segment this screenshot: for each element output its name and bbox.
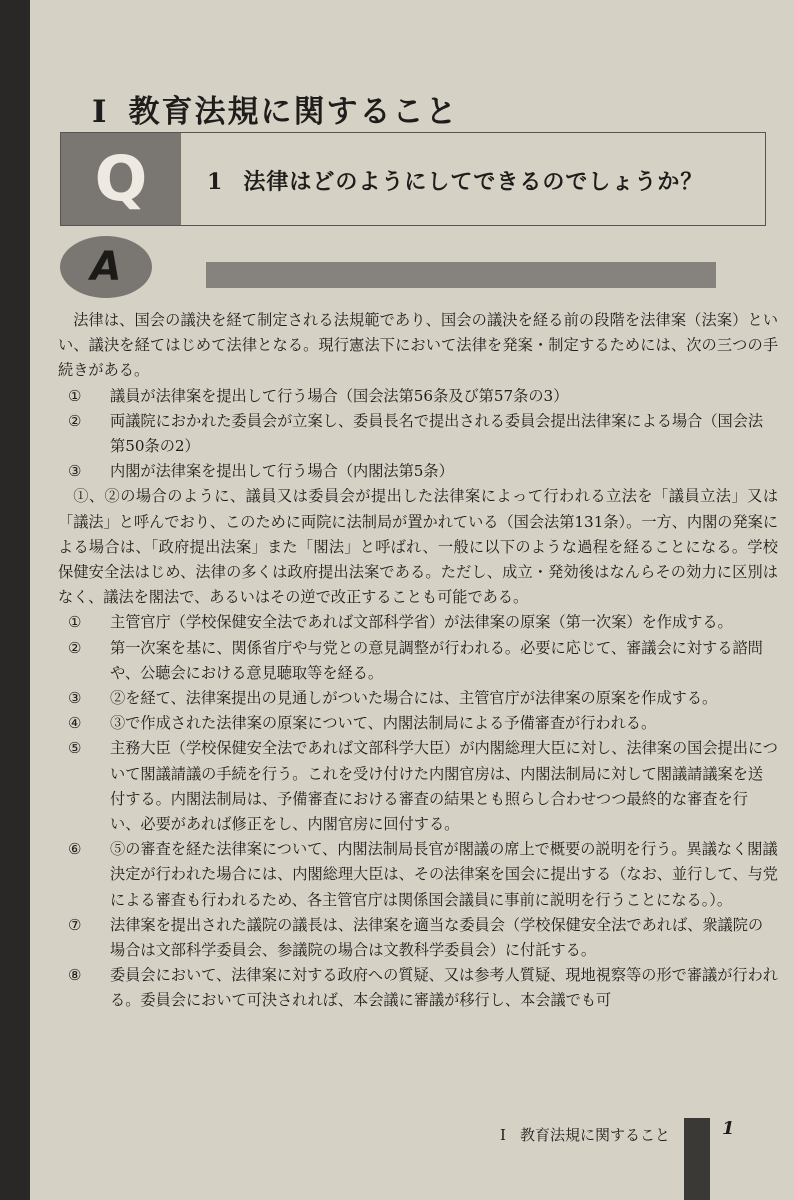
question-box [60, 132, 766, 226]
list-marker: ⑧ [68, 966, 82, 985]
list-marker: ① [68, 386, 82, 405]
list-text: 第一次案を基に、関係省庁や与党との意見調整が行われる。必要に応じて、審議会に対する諮問や、公聴会における意見聴取等を経る。 [110, 638, 763, 682]
intro-paragraph: 法律は、国会の議決を経て制定される法規範であり、国会の議決を経る前の段階を法律案（法案）といい、議決を経てはじめて法律となる。現行憲法下において法律を発案・制定するためには、次の三つの手続きがある。 [58, 311, 779, 380]
list-item [58, 963, 778, 1013]
process-paragraph: ①、②の場合のように、議員又は委員会が提出した法律案によって行われる立法を「議員立法」又は「議法」と呼んでおり、このために両院に法制局が置かれている（国会法第131条）。一方、内閣の発案による場合は、「政府提出法案」また「閣法」と呼ばれ、一般に以下のような過程を経ることになる。学校保健安全法はじめ、法律の多くは政府提出法案である。ただし、成立・発効後はなんらその効力に区別はなく、議法を閣法で、あるいはその逆で改正することも可能である。 [58, 487, 779, 607]
chapter-number: I [92, 94, 109, 130]
question-mark-label: Q [61, 133, 181, 225]
question-body: 法律はどのようにしてできるのでしょうか？ [243, 169, 704, 195]
list-marker: ③ [68, 462, 82, 481]
list-item [58, 837, 778, 913]
list-marker: ② [68, 411, 82, 430]
list-item [58, 459, 778, 484]
list-item [58, 610, 778, 635]
list-text: ⑤の審査を経た法律案について、内閣法制局長官が閣議の席上で概要の説明を行う。異議なく閣議決定が行われた場合には、内閣総理大臣は、その法律案を国会に提出する（なお、並行して、与党による審査も行われるため、各主管官庁は関係国会議員に事前に説明を行うことになる。）。 [110, 840, 778, 909]
footer-chapter-number: I [500, 1126, 506, 1144]
list-marker: ⑥ [68, 840, 82, 859]
question-text [207, 165, 703, 196]
list-item [58, 636, 778, 686]
list-text: 議員が法律案を提出して行う場合（国会法第56条及び第57条の3） [110, 386, 569, 405]
answer-body [58, 308, 778, 1014]
answer-mark-label: A [60, 236, 152, 298]
list-marker: ② [68, 638, 82, 657]
list-item [58, 711, 778, 736]
list-marker: ③ [68, 689, 82, 708]
list-text: 両議院におかれた委員会が立案し、委員長名で提出される委員会提出法律案による場合（国会法第50条の2） [110, 411, 764, 456]
list-marker: ④ [68, 714, 82, 733]
list-item [58, 736, 778, 837]
list-text: 主務大臣（学校保健安全法であれば文部科学大臣）が内閣総理大臣に対し、法律案の国会提出について閣議請議の手続を行う。これを受け付けた内閣官房は、内閣法制局に対して閣議請議案を送付する。内閣法制局は、予備審査における審査の結果とも照らし合わせつつ最終的な審査を行い、必要があれば修正をし、内閣官房に回付する。 [110, 739, 778, 834]
list-text: 委員会において、法律案に対する政府への質疑、又は参考人質疑、現地視察等の形で審議が行われる。委員会において可決されれば、本会議に審議が移行し、本会議でも可 [110, 966, 778, 1010]
list-item [58, 409, 778, 459]
list-text: 法律案を提出された議院の議長は、法律案を適当な委員会（学校保健安全法であれば、衆議院の場合は文部科学委員会、参議院の場合は文教科学委員会）に付託する。 [110, 915, 764, 960]
footer-chapter-title: 教育法規に関すること [519, 1126, 670, 1144]
list-text: 主管官庁（学校保健安全法であれば文部科学省）が法律案の原案（第一次案）を作成する。 [110, 613, 733, 632]
list-text: ③で作成された法律案の原案について、内閣法制局による予備審査が行われる。 [110, 714, 657, 733]
question-number: 1 [207, 169, 224, 195]
chapter-thumb-tab [684, 1118, 710, 1200]
page-number: 1 [722, 1118, 735, 1139]
list-item [58, 384, 778, 409]
list-text: 内閣が法律案を提出して行う場合（内閣法第5条） [110, 462, 454, 481]
answer-divider-bar [206, 262, 716, 288]
list-item [58, 686, 778, 711]
list-item [58, 913, 778, 963]
chapter-heading: 教育法規に関すること [128, 94, 459, 130]
book-page [30, 0, 794, 1200]
list-marker: ① [68, 613, 82, 632]
list-text: ②を経て、法律案提出の見通しがついた場合には、主管官庁が法律案の原案を作成する。 [110, 689, 718, 708]
list-marker: ⑤ [68, 739, 82, 758]
chapter-title [92, 86, 459, 131]
list-marker: ⑦ [68, 915, 82, 934]
running-footer [500, 1124, 670, 1145]
